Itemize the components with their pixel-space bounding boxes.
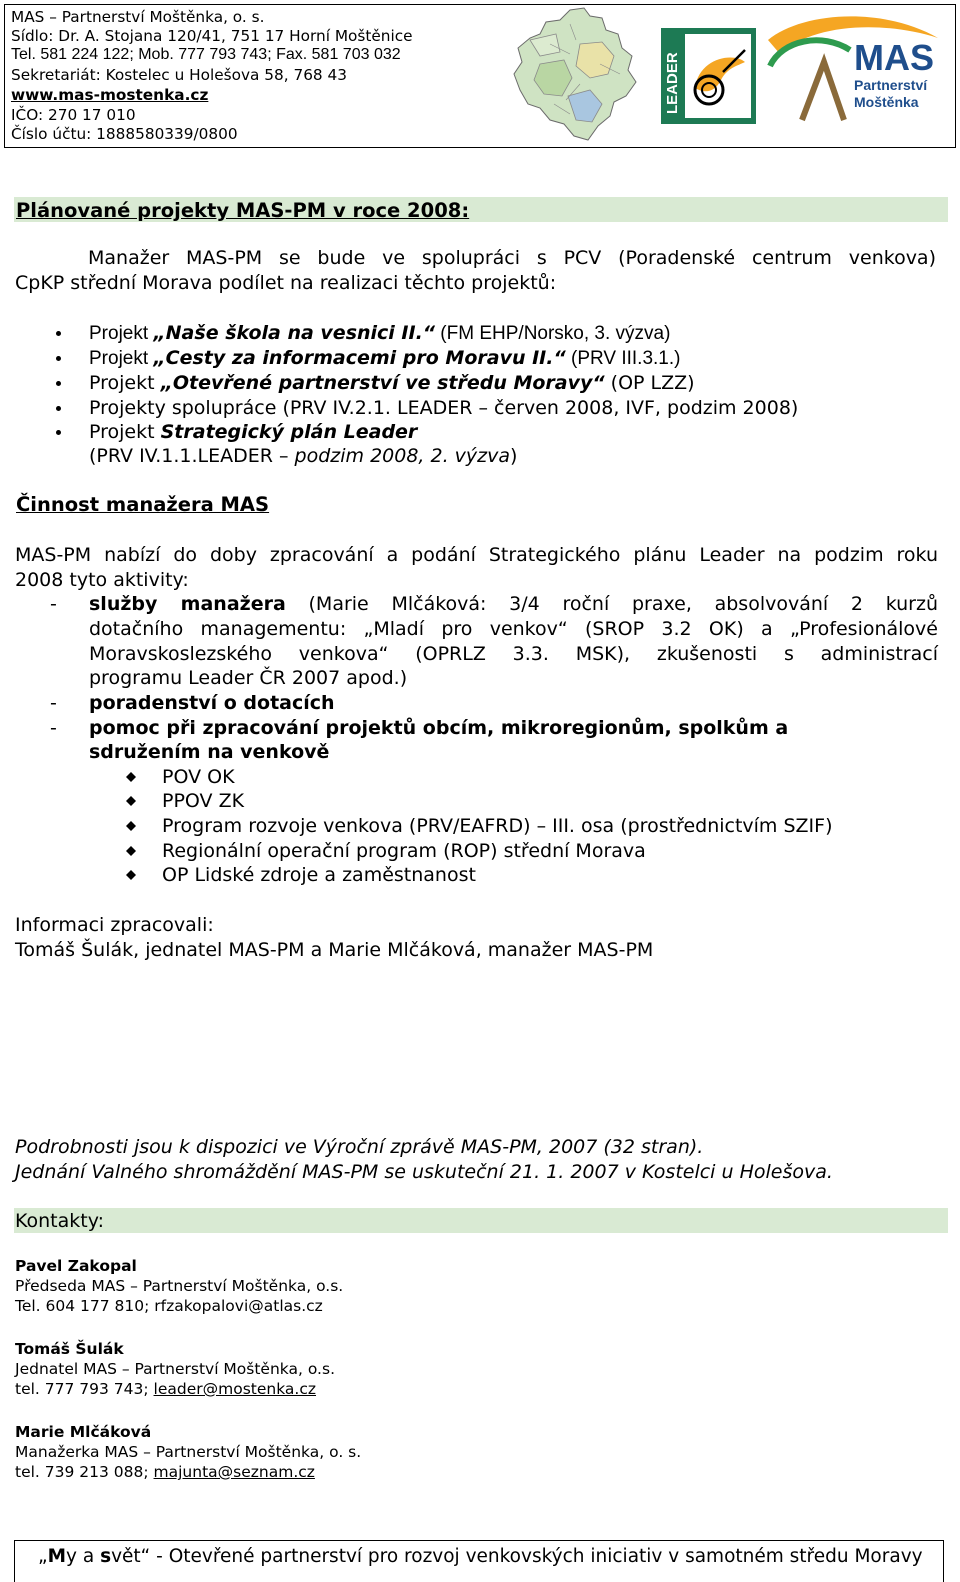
program-item: Regionální operační program (ROP) střední Morava (162, 840, 646, 862)
bullet-icon (56, 406, 61, 411)
region-map-image (510, 4, 640, 144)
contact-role: Předseda MAS – Partnerství Moštěnka, o.s. (15, 1277, 344, 1295)
mas-logo-subtext1: Partnerství (854, 77, 928, 93)
annual-report-note: Podrobnosti jsou k dispozici ve Výroční zprávě MAS-PM, 2007 (32 stran). (15, 1136, 704, 1158)
project-item-continuation: (PRV IV.1.1.LEADER – podzim 2008, 2. výzva) (89, 445, 518, 467)
dash-marker: - (50, 593, 57, 615)
mas-logo-text: MAS (854, 37, 934, 78)
contact-role: Jednatel MAS – Partnerství Moštěnka, o.s. (15, 1360, 335, 1378)
bullet-icon (56, 430, 61, 435)
address: Sídlo: Dr. A. Stojana 120/41, 751 17 Horní Moštěnice (11, 27, 413, 45)
contact-email-link[interactable]: majunta@seznam.cz (153, 1463, 315, 1481)
activity-intro-line: MAS-PM nabízí do doby zpracování a podání Strategického plánu Leader na podzim roku (15, 544, 938, 566)
diamond-bullet-icon (126, 821, 136, 831)
bullet-icon (56, 356, 61, 361)
diamond-bullet-icon (126, 846, 136, 856)
contact-name: Pavel Zakopal (15, 1257, 137, 1275)
prepared-by-label: Informaci zpracovali: (15, 914, 214, 936)
footer-motto: „My a svět“ - Otevřené partnerství pro rozvoj venkovských iniciativ v samotném středu Moravy (38, 1546, 923, 1567)
secretariat: Sekretariát: Kostelec u Holešova 58, 768 43 (11, 66, 347, 84)
service-project-help: sdružením na venkově (89, 741, 330, 763)
service-manager-line: dotačního managementu: „Mladí pro venkov“ (SROP 3.2 OK) a „Profesionálové (89, 618, 938, 640)
project-item: Projekt Strategický plán Leader (89, 421, 418, 443)
contact-name: Tomáš Šulák (15, 1340, 124, 1358)
program-item: PPOV ZK (162, 790, 245, 812)
contact-email-link[interactable]: leader@mostenka.cz (153, 1380, 317, 1398)
bullet-icon (56, 381, 61, 386)
prepared-by-names: Tomáš Šulák, jednatel MAS-PM a Marie Mlčáková, manažer MAS-PM (15, 939, 654, 961)
contact-name: Marie Mlčáková (15, 1423, 152, 1441)
service-manager-line: služby manažera (Marie Mlčáková: 3/4 roční praxe, absolvování 2 kurzů (89, 593, 938, 615)
section-title-planned-projects: Plánované projekty MAS-PM v roce 2008: (16, 199, 470, 222)
diamond-bullet-icon (126, 796, 136, 806)
program-item: Program rozvoje venkova (PRV/EAFRD) – III. osa (prostřednictvím SZIF) (162, 815, 833, 837)
diamond-bullet-icon (126, 870, 136, 880)
project-item: Projekt „Otevřené partnerství ve středu Moravy“ (OP LZZ) (89, 372, 695, 394)
project-item: Projekt „Cesty za informacemi pro Moravu II.“ (PRV III.3.1.) (89, 347, 681, 369)
org-name: MAS – Partnerství Moštěnka, o. s. (11, 8, 265, 26)
general-assembly-note: Jednání Valného shromáždění MAS-PM se uskuteční 21. 1. 2007 v Kostelci u Holešova. (15, 1161, 833, 1183)
contacts-title: Kontakty: (15, 1210, 104, 1232)
section-title-manager-activity: Činnost manažera MAS (16, 493, 270, 516)
project-item: Projekt „Naše škola na vesnici II.“ (FM EHP/Norsko, 3. výzva) (89, 322, 671, 344)
program-item: POV OK (162, 766, 235, 788)
project-item: Projekty spolupráce (PRV IV.2.1. LEADER – červen 2008, IVF, podzim 2008) (89, 397, 799, 419)
contacts-highlight-band (14, 1208, 948, 1233)
contact-email: rfzakopalovi@atlas.cz (154, 1297, 323, 1315)
diamond-bullet-icon (126, 772, 136, 782)
website-link[interactable]: www.mas-mostenka.cz (11, 86, 209, 104)
service-project-help: pomoc při zpracování projektů obcím, mikroregionům, spolkům a (89, 717, 789, 739)
contact-details: Tel. 604 177 810; rfzakopalovi@atlas.cz (15, 1297, 323, 1315)
leader-logo-text: LEADER (664, 52, 681, 114)
contact-role: Manažerka MAS – Partnerství Moštěnka, o. s. (15, 1443, 362, 1461)
dash-marker: - (50, 717, 57, 739)
service-subsidy-advice: poradenství o dotacích (89, 692, 335, 714)
leader-logo (661, 28, 756, 124)
mas-partnerstvi-logo (762, 10, 947, 126)
ico: IČO: 270 17 010 (11, 106, 136, 124)
bullet-icon (56, 331, 61, 336)
account-number: Číslo účtu: 1888580339/0800 (11, 125, 238, 143)
intro-paragraph-line: Manažer MAS-PM se bude ve spolupráci s PCV (Poradenské centrum venkova) (88, 247, 936, 269)
mas-logo-subtext2: Moštěnka (854, 94, 919, 110)
phone-line: Tel. 581 224 122; Mob. 777 793 743; Fax. 581 703 032 (11, 46, 401, 63)
service-manager-line: programu Leader ČR 2007 apod.) (89, 667, 408, 689)
contact-details: tel. 739 213 088; majunta@seznam.cz (15, 1463, 315, 1481)
intro-paragraph-line: CpKP střední Morava podílet na realizaci těchto projektů: (15, 272, 557, 294)
contact-details: tel. 777 793 743; leader@mostenka.cz (15, 1380, 317, 1398)
program-item: OP Lidské zdroje a zaměstnanost (162, 864, 476, 886)
dash-marker: - (50, 692, 57, 714)
activity-intro-line: 2008 tyto aktivity: (15, 569, 189, 591)
service-manager-line: Moravskoslezského venkova“ (OPRLZ 3.3. MSK), zkušenosti s administrací (89, 643, 938, 665)
